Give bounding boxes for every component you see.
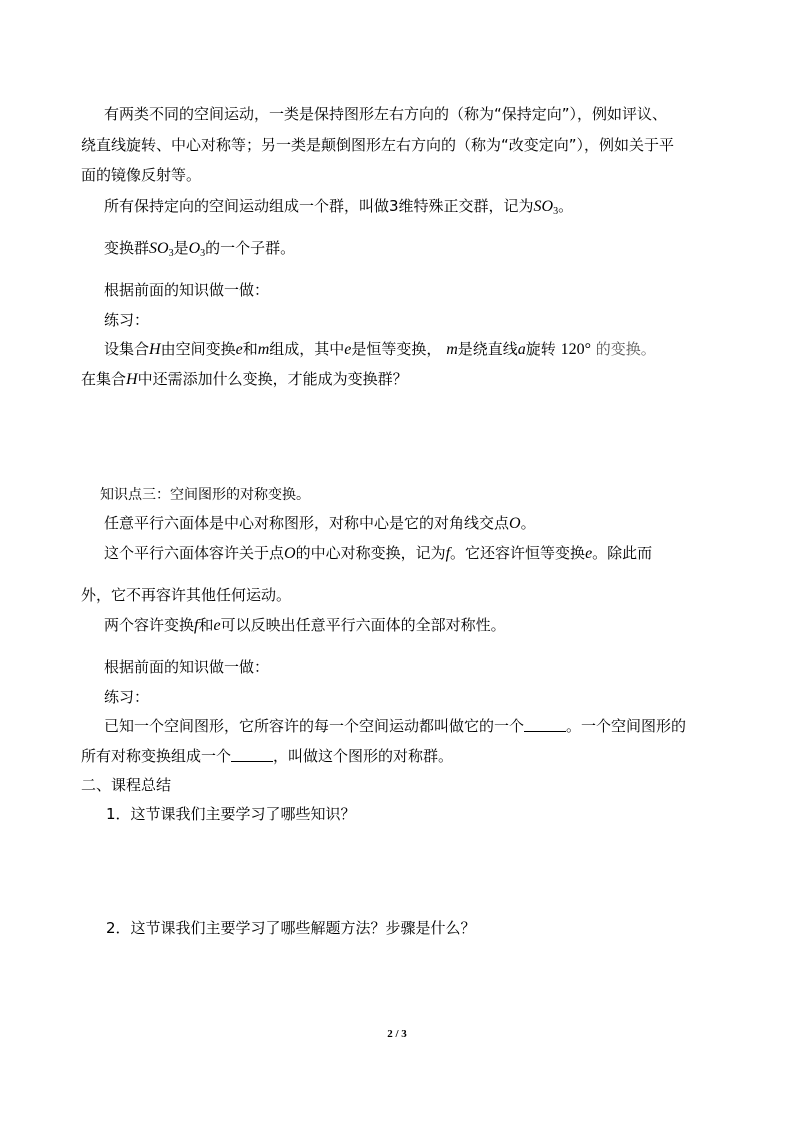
- ex1-m: m: [257, 341, 270, 358]
- ex1-t6: 是绕直线: [457, 340, 518, 358]
- ex2-c: 所有对称变换组成一个: [81, 747, 232, 765]
- subgroup-sub-1: 3: [168, 248, 174, 259]
- exercise-label-2: 练习：: [104, 688, 150, 706]
- ex1-line-a: a: [517, 341, 526, 358]
- k3-f-2: f: [194, 617, 199, 634]
- subgroup-sub-2: 3: [200, 248, 206, 259]
- knowledge-point-3-title: 知识点三：空间图形的对称变换。: [100, 487, 310, 503]
- k3-s4b: 和: [198, 616, 214, 634]
- exercise-label-1: 练习：: [104, 311, 150, 329]
- so3-subscript: 3: [553, 206, 559, 217]
- ex2-a: 已知一个空间图形，它所容许的每一个空间运动都叫做它的一个: [104, 717, 525, 735]
- exercise-1-line-2: [81, 369, 408, 390]
- paragraph-orientation-line-3: 面的镜像反射等。: [81, 166, 202, 184]
- subgroup-symbol-so: SO: [149, 240, 169, 257]
- k3-sentence-4: [104, 615, 506, 636]
- section-2-heading: 二、课程总结: [81, 776, 172, 794]
- try-it-heading-2: 根据前面的知识做一做：: [104, 658, 270, 676]
- so3-symbol: SO: [533, 198, 554, 215]
- subgroup-symbol-o: O: [188, 240, 201, 257]
- paragraph-so3: [104, 196, 573, 222]
- k3-e-2: e: [213, 617, 221, 634]
- try-it-heading-1: 根据前面的知识做一做：: [104, 281, 270, 299]
- ex1-e: e: [235, 341, 243, 358]
- ex1-t4: 组成，其中: [269, 340, 345, 358]
- ex1-set-h: H: [149, 341, 161, 358]
- exercise-2-line-1: [104, 716, 686, 736]
- paragraph-orientation-line-1: 有两类不同的空间运动，一类是保持图形左右方向的（称为“保持定向”），例如评议、: [104, 105, 668, 123]
- ex2-d: ，叫做这个图形的对称群。: [273, 747, 454, 765]
- page-number: 2 / 3: [387, 1028, 407, 1040]
- k3-f: f: [445, 545, 451, 562]
- ex1-l2a: 在集合: [81, 370, 127, 388]
- k3-sentence-3: 外，它不再容许其他任何运动。: [81, 586, 292, 604]
- fill-blank-1[interactable]: [524, 717, 566, 732]
- so3-end: 。: [558, 197, 574, 215]
- exercise-2-line-2: [81, 746, 453, 766]
- ex1-t7: 旋转: [525, 340, 556, 358]
- subgroup-pre: 变换群: [104, 239, 150, 257]
- summary-question-2: 2．这节课我们主要学习了哪些解题方法？步骤是什么？: [106, 919, 476, 937]
- ex1-t2: 由空间变换: [160, 340, 236, 358]
- subgroup-end: 的一个子群。: [205, 239, 296, 257]
- ex1-m-2: m: [446, 341, 458, 358]
- k3-s2a: 这个平行六面体容许关于点: [104, 544, 285, 562]
- ex1-set-h-2: H: [126, 371, 138, 388]
- k3-s4c: 可以反映出任意平行六面体的全部对称性。: [220, 616, 506, 634]
- k3-s4a: 两个容许变换: [104, 616, 195, 634]
- k3-point-o-2: O: [284, 545, 296, 562]
- subgroup-mid: 是: [173, 239, 189, 257]
- k3-s2b: 的中心对称变换，记为: [295, 544, 446, 562]
- summary-question-1: 1．这节课我们主要学习了哪些知识？: [106, 805, 356, 823]
- ex1-t8: 的变换。: [595, 340, 656, 358]
- paragraph-subgroup: [104, 238, 295, 264]
- so3-text: 所有保持定向的空间运动组成一个群，叫做3维特殊正交群，记为: [104, 197, 534, 215]
- fill-blank-2[interactable]: [231, 747, 273, 762]
- k3-s1-end: 。: [520, 514, 536, 532]
- k3-point-o: O: [509, 515, 521, 532]
- ex2-b: 。一个空间图形的: [566, 717, 687, 735]
- k3-sentence-2: [104, 543, 652, 564]
- ex1-degree: 120°: [560, 341, 591, 358]
- ex1-l2b: 中还需添加什么变换，才能成为变换群？: [137, 370, 408, 388]
- paragraph-orientation-line-2: 绕直线旋转、中心对称等；另一类是颠倒图形左右方向的（称为“改变定向”），例如关于平: [81, 136, 675, 154]
- k3-sentence-1: [104, 513, 536, 534]
- k3-s2c: 。它还容许恒等变换: [450, 544, 586, 562]
- ex1-t1: 设集合: [104, 340, 150, 358]
- exercise-1-line-1: [104, 339, 656, 360]
- ex1-t3: 和: [242, 340, 258, 358]
- k3-s1: 任意平行六面体是中心对称图形，对称中心是它的对角线交点: [104, 514, 510, 532]
- ex1-e-2: e: [344, 341, 352, 358]
- k3-e: e: [585, 545, 593, 562]
- ex1-t5: 是恒等变换，: [351, 340, 442, 358]
- k3-s2d: 。除此而: [592, 544, 653, 562]
